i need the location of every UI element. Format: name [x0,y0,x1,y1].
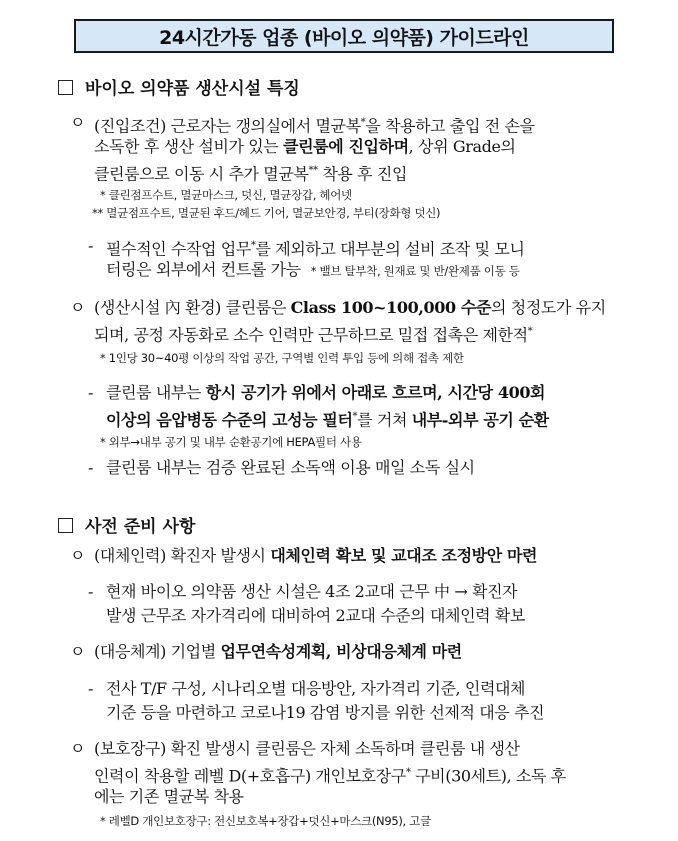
bold-text: 대체인력 확보 및 교대조 조정방안 마련 [270,546,538,565]
paragraph-line [94,113,535,136]
title-banner [74,19,614,53]
paragraph-line [106,260,520,280]
paragraph-line: (보호장구) 확진 발생시 클린룸은 자체 소독하며 클린룸 내 생산 [94,739,520,758]
text: 착용 후 진입 [317,164,408,184]
text: 클린룸 내부는 [106,383,206,402]
footnote: * 외부→내부 공기 및 내부 순환공기에 HEPA필터 사용 [100,435,362,449]
dash-bullet: - [88,679,94,698]
square-bullet-icon [58,80,73,95]
paragraph-line [94,161,407,184]
text: 소독한 후 생산 설비가 있는 [94,137,284,156]
paragraph-line [94,546,537,566]
text: (대응체계) 기업별 [94,642,221,661]
text: 클린룸으로 이동 시 추가 멸균복 [94,164,309,184]
inline-footnote: * 밸브 탈부착, 원재료 및 반/완제품 이동 등 [310,264,520,278]
paragraph-line [94,763,566,786]
text: 되며, 공정 자동화로 소수 인력만 근무하므로 밀접 접촉은 제한적 [94,325,528,345]
bold-text: 클린룸에 진입하며 [283,137,409,156]
footnote: * 클린점프수트, 멸균마스크, 덧신, 멸균장갑, 헤어넷 [100,188,352,202]
footnote-mark: ** [308,165,318,176]
footnote: ** 멸균점프수트, 멸균된 후드/헤드 기어, 멸균보안경, 부티(장화형 덧신) [92,206,441,220]
paragraph-line: 기준 등을 마련하고 코로나19 감염 방지를 위한 선제적 대응 추진 [106,703,545,722]
text: , 상위 Grade의 [408,137,516,156]
paragraph-line [106,383,545,403]
footnote-mark: * [352,411,358,422]
text: 터링은 외부에서 컨트롤 가능 [106,260,301,279]
bold-text: 항시 공기가 위에서 아래로 흐르며, 시간당 400회 [205,383,546,402]
circle-bullet: ㅇ [70,739,86,758]
bold-text: 내부-외부 공기 순환 [411,410,549,430]
footnote: * 레벨D 개인보호장구: 전신보호복+장갑+덧신+마스크(N95), 고글 [100,814,431,828]
paragraph-line [94,642,462,662]
section-heading-2 [58,512,195,537]
paragraph-line [106,236,525,259]
paragraph-line: 발생 근무조 자가격리에 대비하여 2교대 수준의 대체인력 확보 [106,606,525,625]
paragraph-line: 클린룸 내부는 검증 완료된 소독액 이용 매일 소독 실시 [106,458,475,477]
text: 인력이 착용할 레벨 D(+호흡구) 개인보호장구 [94,766,406,786]
paragraph-line [94,137,516,157]
section-title: 사전 준비 사항 [85,517,196,537]
text: (생산시설 內 환경) 클린룸은 [94,298,291,317]
text: 을 착용하고 출입 전 손을 [365,116,535,136]
text: (대체인력) 확진자 발생시 [94,546,271,565]
bold-text: 이상의 음압병동 수준의 고성능 필터 [106,410,353,430]
paragraph-line [94,322,532,345]
text: 를 거쳐 [357,410,412,430]
paragraph-line: 전사 T/F 구성, 시나리오별 대응방안, 자가격리 기준, 인력대체 [106,679,526,698]
footnote-mark: * [250,240,256,251]
paragraph-line [106,407,549,430]
paragraph-line: 에는 기존 멸균복 착용 [94,787,244,806]
bold-text: Class 100~100,000 수준 [290,298,492,317]
text: 구비(30세트), 소독 후 [410,766,566,786]
circle-bullet: ㅇ [70,642,86,661]
text: 필수적인 수작업 업무 [106,239,251,259]
footnote-mark: * [405,767,411,778]
dash-bullet: - [88,236,94,255]
text: 를 제외하고 대부분의 설비 조작 및 모니 [255,239,525,259]
paragraph-line [94,298,606,318]
dash-bullet: - [88,582,94,601]
dash-bullet: - [88,458,94,477]
dash-bullet: - [88,383,94,402]
circle-bullet: ㅇ [70,546,86,565]
section-heading-1 [58,74,300,99]
circle-bullet: ㅇ [70,298,86,317]
paragraph-line: 현재 바이오 의약품 생산 시설은 4조 2교대 근무 中 → 확진자 [106,582,518,601]
footnote: * 1인당 30~40평 이상의 작업 공간, 구역별 인력 투입 등에 의해 접촉 제한 [100,351,464,365]
footnote-mark: * [360,117,366,128]
footnote-mark: * [527,326,533,337]
circle-bullet: ㅇ [70,113,86,132]
section-title: 바이오 의약품 생산시설 특징 [85,79,300,99]
page-title: 24시간가동 업종 (바이오 의약품) 가이드라인 [159,26,529,49]
text: (진입조건) 근로자는 갱의실에서 멸균복 [94,116,361,136]
bold-text: 업무연속성계획, 비상대응체계 마련 [220,642,462,661]
text: 의 청정도가 유지 [491,298,606,317]
square-bullet-icon [58,518,73,533]
